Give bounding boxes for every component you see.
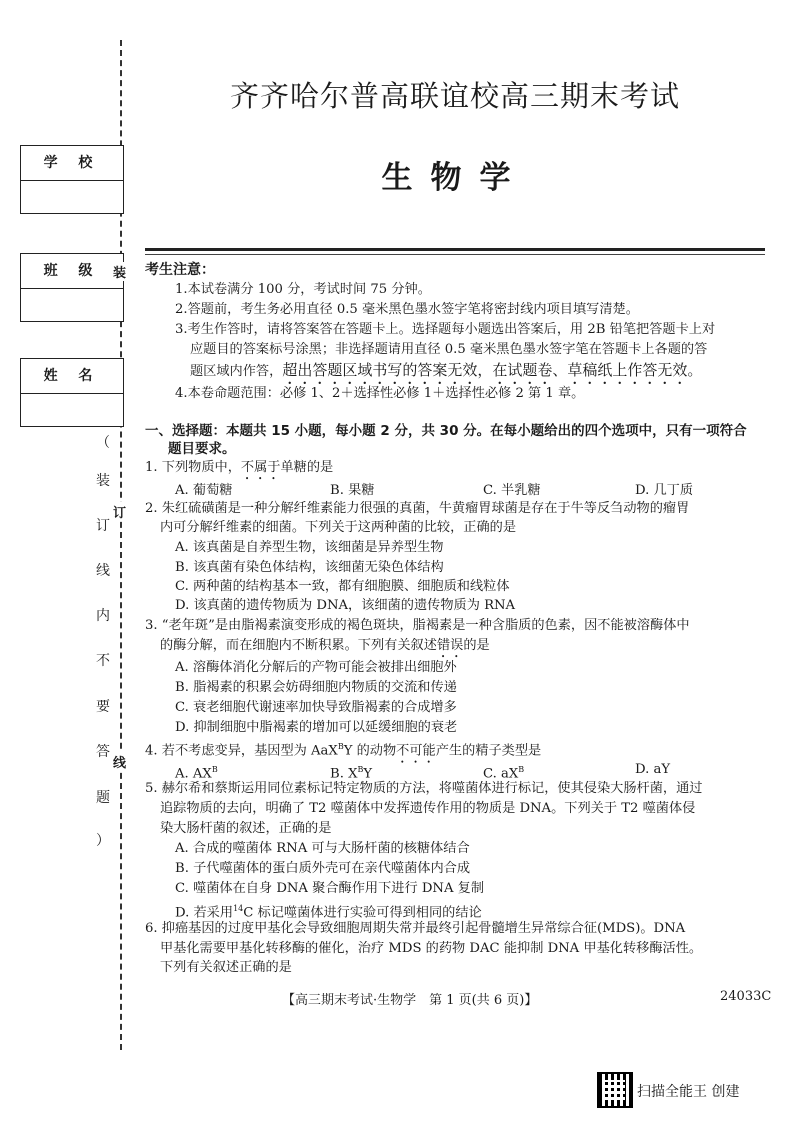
option[interactable]: B. $X^BY$ — [330, 765, 373, 782]
option[interactable]: B. 果糖 — [330, 483, 375, 498]
section-heading: 一、选择题：本题共 15 小题，每小题 2 分，共 30 分。在每小题给出的四个选项中，只有一项符合 — [145, 423, 747, 439]
scanner-watermark: 扫描全能王 创建 — [637, 1084, 740, 1100]
option[interactable]: C. 半乳糖 — [483, 483, 541, 498]
notice-emphasis: 超出答题区域书写的答案无效，在试题卷、草稿纸上作答无效。 — [282, 361, 703, 379]
school-label: 学 校 — [21, 146, 123, 181]
question-6-stem-cont: 下列有关叙述正确的是 — [160, 960, 292, 975]
subject-title: 生物学 — [381, 160, 529, 196]
option[interactable]: D. 抑制细胞中脂褐素的增加可以延缓细胞的衰老 — [175, 720, 458, 735]
option[interactable]: A. 葡萄糖 — [175, 483, 233, 498]
section-heading-cont: 题目要求。 — [168, 441, 236, 457]
option[interactable]: D. aY — [635, 762, 671, 777]
binding-text-char: 装 — [96, 473, 110, 489]
question-6-stem-cont: 甲基化需要甲基化转移酶的催化，治疗 MDS 的药物 DAC 能抑制 DNA 甲基化转移酶活性。 — [160, 941, 703, 956]
option[interactable]: B. 子代噬菌体的蛋白质外壳可在亲代噬菌体内合成 — [175, 861, 471, 876]
option[interactable]: D. 几丁质 — [635, 483, 694, 498]
binding-text-char: 题 — [96, 790, 110, 806]
option[interactable]: C. 噬菌体在自身 DNA 聚合酶作用下进行 DNA 复制 — [175, 881, 485, 896]
name-field[interactable] — [20, 358, 124, 427]
qr-code-icon — [597, 1072, 633, 1108]
notice-item: 2.答题前，考生务必用直径 0.5 毫米黑色墨水签字笔将密封线内项目填写清楚。 — [175, 302, 639, 317]
option[interactable]: A. 溶酶体消化分解后的产物可能会被排出细胞外 — [175, 660, 457, 675]
question-6-stem: 6. 抑癌基因的过度甲基化会导致细胞周期失常并最终引起骨髓增生异常综合征(MDS)。DNA — [145, 921, 686, 936]
question-2-stem-cont: 内可分解纤维素的细菌。下列关于这两种菌的比较，正确的是 — [160, 520, 517, 535]
binding-text-char: 线 — [96, 563, 110, 579]
notice-item: 题区域内作答， — [190, 364, 283, 379]
binding-mark: 订 — [113, 502, 126, 521]
option[interactable]: B. 该真菌有染色体结构，该细菌无染色体结构 — [175, 560, 444, 575]
option[interactable]: A. 合成的噬菌体 RNA 可与大肠杆菌的核糖体结合 — [175, 841, 470, 856]
header-rule — [145, 248, 765, 251]
option[interactable]: B. 脂褐素的积累会妨碍细胞内物质的交流和传递 — [175, 680, 457, 695]
notice-item-line — [190, 361, 702, 388]
binding-mark: 装 — [113, 262, 126, 281]
question-4-stem: 4. 若不考虑变异，基因型为 AaX$^B$Y 的动物不可能产生的精子类型是 — [145, 742, 542, 759]
binding-text-char: 订 — [96, 518, 110, 534]
question-1-stem: 1. 下列物质中，不属于单糖的是 — [145, 460, 334, 475]
option[interactable]: C. $aX^B$ — [483, 765, 525, 782]
question-5-stem-cont: 追踪物质的去向，明确了 T2 噬菌体中发挥遗传作用的物质是 DNA。下列关于 T2 噬菌体侵 — [160, 801, 696, 816]
option[interactable]: D. 该真菌的遗传物质为 DNA，该细菌的遗传物质为 RNA — [175, 598, 516, 613]
notice-item: 1.本试卷满分 100 分，考试时间 75 分钟。 — [175, 282, 431, 297]
binding-text-char: 要 — [96, 699, 110, 715]
binding-text-char: 不 — [96, 653, 110, 669]
question-3-stem-cont: 的酶分解，而在细胞内不断积累。下列有关叙述错误的是 — [160, 638, 490, 653]
name-label: 姓 名 — [21, 359, 123, 394]
exam-title: 齐齐哈尔普高联谊校高三期末考试 — [229, 79, 680, 113]
notice-item: 应题目的答案标号涂黑；非选择题请用直径 0.5 毫米黑色墨水签字笔在答题卡上各题的答 — [190, 342, 708, 357]
binding-text-char: 答 — [96, 744, 110, 760]
option[interactable]: C. 两种菌的结构基本一致，都有细胞膜、细胞质和线粒体 — [175, 579, 510, 594]
question-2-stem: 2. 朱红硫磺菌是一种分解纤维素能力很强的真菌，牛黄瘤胃球菌是存在于牛等反刍动物的瘤胃 — [145, 501, 690, 516]
header-rule-thin — [145, 254, 765, 255]
class-field[interactable] — [20, 253, 124, 322]
option[interactable]: A. $AX^B$ — [175, 765, 218, 782]
option[interactable]: A. 该真菌是自养型生物，该细菌是异养型生物 — [175, 540, 444, 555]
binding-text-char: 内 — [96, 608, 110, 624]
paper-code: 24033C — [720, 989, 772, 1004]
question-3-stem: 3. “老年斑”是由脂褐素演变形成的褐色斑块，脂褐素是一种含脂质的色素，因不能被溶酶体中 — [145, 618, 690, 633]
option[interactable]: C. 衰老细胞代谢速率加快导致脂褐素的合成增多 — [175, 700, 457, 715]
question-5-stem: 5. 赫尔希和蔡斯运用同位素标记特定物质的方法，将噬菌体进行标记，使其侵染大肠杆菌，通过 — [145, 781, 703, 796]
class-label: 班 级 — [21, 254, 123, 289]
binding-text-char: （ — [96, 435, 110, 451]
question-5-stem-cont: 染大肠杆菌的叙述，正确的是 — [160, 821, 332, 836]
notice-heading: 考生注意： — [145, 262, 215, 278]
option[interactable]: D. 若采用$^{14}$C 标记噬菌体进行实验可得到相同的结论 — [175, 904, 482, 921]
binding-text-char: ） — [96, 833, 110, 849]
notice-item: 3.考生作答时，请将答案答在答题卡上。选择题每小题选出答案后，用 2B 铅笔把答题卡上对 — [175, 322, 716, 337]
page-footer: 【高三期末考试·生物学 第 1 页(共 6 页)】 — [282, 993, 538, 1008]
binding-mark: 线 — [113, 752, 126, 771]
notice-item: 4.本卷命题范围：必修 1、2＋选择性必修 1＋选择性必修 2 第 1 章。 — [175, 386, 585, 401]
